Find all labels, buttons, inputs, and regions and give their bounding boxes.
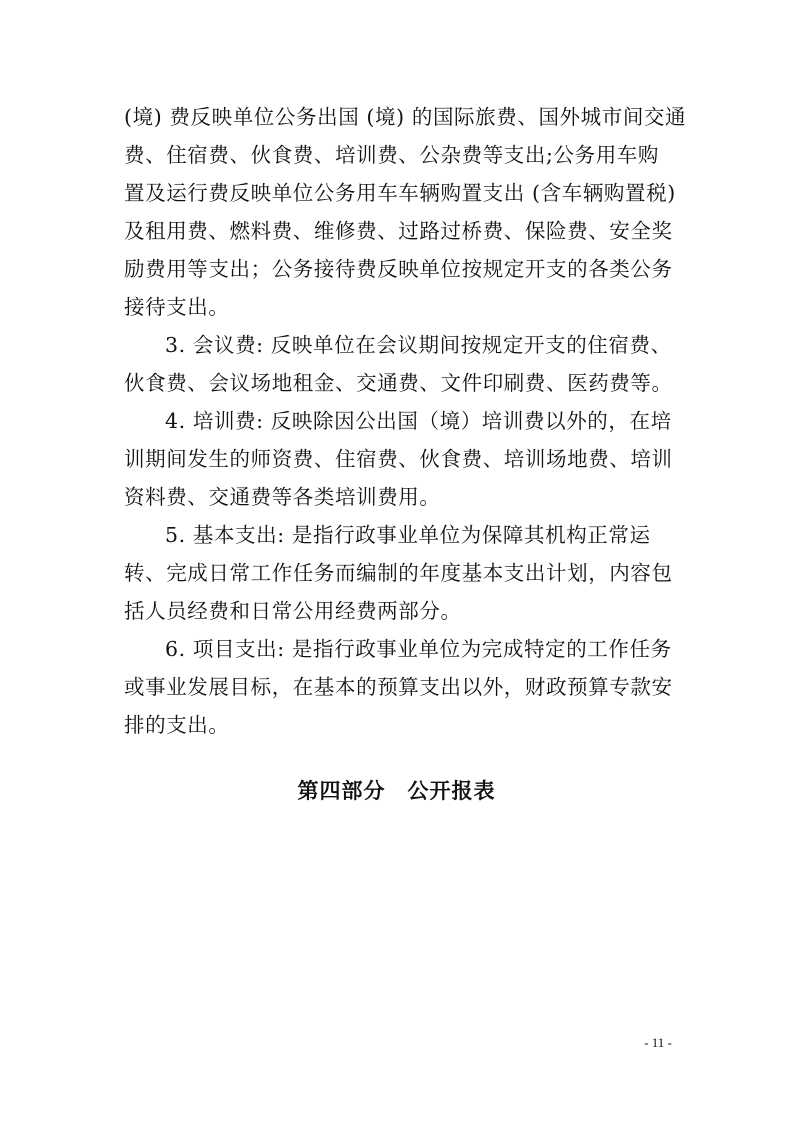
text-line: 4. 培训费: 反映除因公出国（境）培训费以外的，在培 [165,409,672,433]
paragraph-project-expenditure [124,630,677,744]
text-line: 费、住宿费、伙食费、培训费、公杂费等支出;公务用车购 [124,143,660,167]
text-line: 资料费、交通费等各类培训费用。 [124,485,441,509]
text-line: 转、完成日常工作任务而编制的年度基本支出计划，内容包 [124,561,673,585]
text-line: 或事业发展目标，在基本的预算支出以外，财政预算专款安 [124,675,673,699]
text-line: (境) 费反映单位公务出国 (境) 的国际旅费、国外城市间交通 [124,105,687,129]
text-line: 置及运行费反映单位公务用车车辆购置支出 (含车辆购置税) [124,181,676,205]
page-number: - 11 - [644,1035,672,1050]
paragraph-basic-expenditure [124,516,677,630]
text-line: 接待支出。 [124,295,230,319]
paragraph-expense-definitions [124,98,687,326]
paragraph-training-fee [124,402,677,516]
text-line: 训期间发生的师资费、住宿费、伙食费、培训场地费、培训 [124,447,673,471]
text-line: 3. 会议费: 反映单位在会议期间按规定开支的住宿费、 [165,333,672,357]
text-line: 及租用费、燃料费、维修费、过路过桥费、保险费、安全奖 [124,219,673,243]
body-text [124,98,687,744]
text-line: 括人员经费和日常公用经费两部分。 [124,599,462,623]
paragraph-meeting-fee [124,326,677,402]
text-line: 排的支出。 [124,713,230,737]
section-heading: 第四部分 公开报表 [297,779,496,803]
text-line: 6. 项目支出: 是指行政事业单位为完成特定的工作任务 [165,637,672,661]
text-line: 伙食费、会议场地租金、交通费、文件印刷费、医药费等。 [124,371,673,395]
text-line: 励费用等支出；公务接待费反映单位按规定开支的各类公务 [124,257,673,281]
text-line: 5. 基本支出: 是指行政事业单位为保障其机构正常运 [165,523,651,547]
